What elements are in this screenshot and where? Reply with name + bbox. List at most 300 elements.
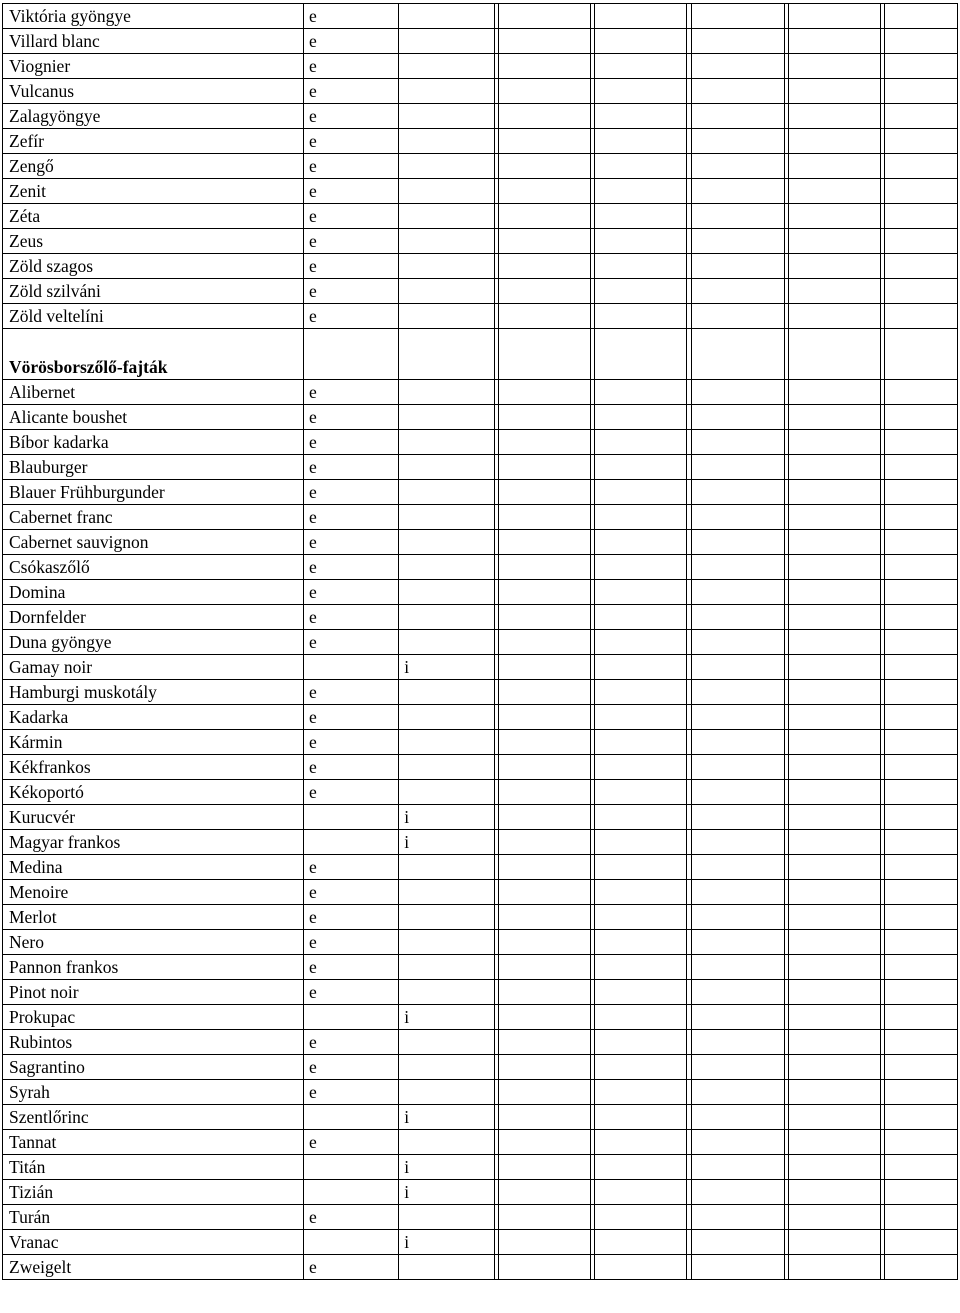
empty-cell (885, 1205, 958, 1230)
empty-cell (691, 655, 784, 680)
category-e-cell: e (304, 580, 399, 605)
empty-cell (885, 555, 958, 580)
empty-cell (885, 1005, 958, 1030)
empty-cell (691, 1205, 784, 1230)
empty-cell (595, 304, 687, 329)
variety-name-cell: Zefír (3, 129, 304, 154)
category-i-cell (399, 730, 494, 755)
category-e-cell: e (304, 530, 399, 555)
table-row (3, 179, 958, 204)
category-i-cell (399, 580, 494, 605)
empty-cell (595, 1180, 687, 1205)
empty-cell (595, 204, 687, 229)
variety-name-cell: Zéta (3, 204, 304, 229)
category-i-cell (399, 980, 494, 1005)
empty-cell (498, 905, 590, 930)
category-e-cell: e (304, 680, 399, 705)
category-e-cell: e (304, 79, 399, 104)
empty-cell (498, 430, 590, 455)
category-i-cell: i (399, 1005, 494, 1030)
empty-cell (885, 505, 958, 530)
category-e-cell: e (304, 555, 399, 580)
empty-cell (789, 1180, 881, 1205)
empty-cell (595, 555, 687, 580)
table-row (3, 1255, 958, 1280)
category-i-cell (399, 605, 494, 630)
empty-cell (595, 730, 687, 755)
empty-cell (595, 1230, 687, 1255)
variety-name-cell: Kadarka (3, 705, 304, 730)
category-e-cell: e (304, 955, 399, 980)
table-row (3, 980, 958, 1005)
empty-cell (885, 29, 958, 54)
empty-cell (789, 154, 881, 179)
empty-cell (789, 555, 881, 580)
variety-name-cell: Zeus (3, 229, 304, 254)
empty-cell (691, 905, 784, 930)
category-i-cell (399, 705, 494, 730)
empty-cell (691, 455, 784, 480)
empty-cell (789, 129, 881, 154)
grape-variety-table (2, 3, 958, 1280)
empty-cell (789, 1130, 881, 1155)
empty-cell (789, 755, 881, 780)
empty-cell (595, 179, 687, 204)
empty-cell (885, 4, 958, 29)
category-e-cell: e (304, 880, 399, 905)
empty-cell (498, 1105, 590, 1130)
table-row (3, 705, 958, 730)
table-row (3, 555, 958, 580)
empty-cell (885, 54, 958, 79)
variety-name-cell: Cabernet sauvignon (3, 530, 304, 555)
empty-cell (498, 980, 590, 1005)
category-e-cell: e (304, 4, 399, 29)
table-row (3, 455, 958, 480)
empty-cell (789, 705, 881, 730)
empty-cell (498, 930, 590, 955)
empty-cell (595, 455, 687, 480)
category-i-cell (399, 1055, 494, 1080)
empty-cell (885, 104, 958, 129)
empty-cell (789, 279, 881, 304)
empty-cell (498, 555, 590, 580)
empty-cell (595, 955, 687, 980)
category-i-cell (399, 129, 494, 154)
empty-cell (691, 930, 784, 955)
table-row (3, 1205, 958, 1230)
empty-cell (789, 29, 881, 54)
variety-name-cell: Rubintos (3, 1030, 304, 1055)
empty-cell (789, 1255, 881, 1280)
category-i-cell (399, 329, 494, 380)
table-row (3, 405, 958, 430)
empty-cell (595, 229, 687, 254)
empty-cell (885, 905, 958, 930)
empty-cell (691, 605, 784, 630)
empty-cell (789, 855, 881, 880)
empty-cell (691, 204, 784, 229)
category-i-cell (399, 630, 494, 655)
empty-cell (885, 780, 958, 805)
empty-cell (498, 630, 590, 655)
variety-name-cell: Medina (3, 855, 304, 880)
table-row (3, 1105, 958, 1130)
empty-cell (595, 329, 687, 380)
category-e-cell: e (304, 154, 399, 179)
category-e-cell: e (304, 129, 399, 154)
variety-name-cell: Zweigelt (3, 1255, 304, 1280)
category-i-cell (399, 104, 494, 129)
empty-cell (498, 955, 590, 980)
variety-name-cell: Tizián (3, 1180, 304, 1205)
table-row (3, 304, 958, 329)
table-row (3, 1130, 958, 1155)
empty-cell (498, 855, 590, 880)
empty-cell (595, 104, 687, 129)
empty-cell (691, 580, 784, 605)
empty-cell (789, 1080, 881, 1105)
empty-cell (498, 279, 590, 304)
empty-cell (498, 1230, 590, 1255)
empty-cell (691, 830, 784, 855)
empty-cell (789, 580, 881, 605)
empty-cell (595, 405, 687, 430)
empty-cell (885, 79, 958, 104)
variety-name-cell: Blauburger (3, 455, 304, 480)
empty-cell (498, 405, 590, 430)
category-i-cell (399, 430, 494, 455)
empty-cell (691, 1030, 784, 1055)
empty-cell (498, 1155, 590, 1180)
empty-cell (595, 1080, 687, 1105)
empty-cell (789, 455, 881, 480)
empty-cell (498, 1205, 590, 1230)
empty-cell (789, 1105, 881, 1130)
empty-cell (595, 630, 687, 655)
empty-cell (498, 179, 590, 204)
empty-cell (691, 229, 784, 254)
category-e-cell (304, 805, 399, 830)
category-i-cell (399, 955, 494, 980)
empty-cell (595, 930, 687, 955)
empty-cell (789, 980, 881, 1005)
empty-cell (885, 1130, 958, 1155)
empty-cell (885, 455, 958, 480)
variety-name-cell: Merlot (3, 905, 304, 930)
table-row (3, 505, 958, 530)
empty-cell (885, 1105, 958, 1130)
category-i-cell: i (399, 805, 494, 830)
category-i-cell (399, 54, 494, 79)
category-e-cell: e (304, 1130, 399, 1155)
empty-cell (691, 29, 784, 54)
variety-name-cell: Kármin (3, 730, 304, 755)
category-i-cell (399, 855, 494, 880)
empty-cell (595, 855, 687, 880)
empty-cell (789, 1005, 881, 1030)
variety-name-cell: Bíbor kadarka (3, 430, 304, 455)
empty-cell (691, 380, 784, 405)
empty-cell (789, 104, 881, 129)
variety-name-cell: Menoire (3, 880, 304, 905)
category-i-cell: i (399, 655, 494, 680)
variety-name-cell: Zenit (3, 179, 304, 204)
empty-cell (498, 1180, 590, 1205)
variety-name-cell: Szentlőrinc (3, 1105, 304, 1130)
category-e-cell: e (304, 505, 399, 530)
empty-cell (885, 830, 958, 855)
category-i-cell: i (399, 830, 494, 855)
category-e-cell: e (304, 179, 399, 204)
empty-cell (885, 204, 958, 229)
category-e-cell: e (304, 480, 399, 505)
empty-cell (498, 1055, 590, 1080)
empty-cell (789, 1205, 881, 1230)
empty-cell (789, 329, 881, 380)
empty-cell (691, 505, 784, 530)
empty-cell (691, 755, 784, 780)
empty-cell (595, 1155, 687, 1180)
category-i-cell (399, 179, 494, 204)
empty-cell (885, 1180, 958, 1205)
empty-cell (595, 1255, 687, 1280)
empty-cell (691, 705, 784, 730)
table-row (3, 830, 958, 855)
variety-name-cell: Duna gyöngye (3, 630, 304, 655)
variety-name-cell: Villard blanc (3, 29, 304, 54)
table-row (3, 730, 958, 755)
empty-cell (595, 79, 687, 104)
empty-cell (595, 830, 687, 855)
empty-cell (595, 54, 687, 79)
empty-cell (691, 279, 784, 304)
empty-cell (691, 1155, 784, 1180)
empty-cell (498, 104, 590, 129)
empty-cell (498, 780, 590, 805)
category-i-cell (399, 680, 494, 705)
category-e-cell: e (304, 1055, 399, 1080)
empty-cell (595, 755, 687, 780)
empty-cell (595, 380, 687, 405)
table-row (3, 1230, 958, 1255)
empty-cell (789, 780, 881, 805)
category-i-cell (399, 530, 494, 555)
section-title: Vörösborszőlő-fajták (3, 329, 304, 380)
category-i-cell (399, 480, 494, 505)
empty-cell (885, 254, 958, 279)
empty-cell (595, 279, 687, 304)
empty-cell (498, 54, 590, 79)
variety-name-cell: Gamay noir (3, 655, 304, 680)
category-e-cell: e (304, 1205, 399, 1230)
category-i-cell (399, 930, 494, 955)
variety-name-cell: Hamburgi muskotály (3, 680, 304, 705)
empty-cell (789, 380, 881, 405)
category-i-cell (399, 780, 494, 805)
variety-name-cell: Viognier (3, 54, 304, 79)
empty-cell (789, 1155, 881, 1180)
table-row (3, 930, 958, 955)
empty-cell (885, 1030, 958, 1055)
empty-cell (691, 680, 784, 705)
empty-cell (691, 430, 784, 455)
empty-cell (789, 204, 881, 229)
variety-name-cell: Kékfrankos (3, 755, 304, 780)
empty-cell (691, 1055, 784, 1080)
table-row (3, 1030, 958, 1055)
empty-cell (885, 855, 958, 880)
empty-cell (789, 405, 881, 430)
table-row (3, 279, 958, 304)
category-e-cell: e (304, 630, 399, 655)
empty-cell (885, 605, 958, 630)
empty-cell (789, 229, 881, 254)
empty-cell (498, 730, 590, 755)
empty-cell (885, 1255, 958, 1280)
empty-cell (595, 1205, 687, 1230)
empty-cell (691, 329, 784, 380)
variety-name-cell: Magyar frankos (3, 830, 304, 855)
table-row (3, 204, 958, 229)
table-row (3, 1080, 958, 1105)
category-e-cell (304, 655, 399, 680)
category-e-cell: e (304, 229, 399, 254)
category-e-cell: e (304, 279, 399, 304)
table-row (3, 655, 958, 680)
empty-cell (691, 405, 784, 430)
category-e-cell: e (304, 1255, 399, 1280)
empty-cell (498, 329, 590, 380)
empty-cell (885, 154, 958, 179)
empty-cell (498, 254, 590, 279)
empty-cell (691, 154, 784, 179)
empty-cell (498, 29, 590, 54)
category-e-cell (304, 830, 399, 855)
empty-cell (498, 680, 590, 705)
empty-cell (691, 304, 784, 329)
empty-cell (691, 4, 784, 29)
category-e-cell (304, 1105, 399, 1130)
table-row (3, 4, 958, 29)
empty-cell (885, 630, 958, 655)
category-e-cell (304, 329, 399, 380)
category-e-cell (304, 1005, 399, 1030)
empty-cell (498, 705, 590, 730)
empty-cell (885, 980, 958, 1005)
table-row (3, 1055, 958, 1080)
category-e-cell: e (304, 405, 399, 430)
category-e-cell: e (304, 104, 399, 129)
empty-cell (498, 830, 590, 855)
empty-cell (595, 580, 687, 605)
category-e-cell: e (304, 705, 399, 730)
category-e-cell: e (304, 855, 399, 880)
empty-cell (595, 430, 687, 455)
empty-cell (789, 1230, 881, 1255)
empty-cell (691, 104, 784, 129)
empty-cell (595, 780, 687, 805)
empty-cell (885, 955, 958, 980)
category-i-cell: i (399, 1155, 494, 1180)
empty-cell (498, 154, 590, 179)
empty-cell (498, 505, 590, 530)
table-row (3, 129, 958, 154)
empty-cell (691, 1230, 784, 1255)
empty-cell (595, 530, 687, 555)
category-i-cell (399, 29, 494, 54)
empty-cell (885, 1230, 958, 1255)
empty-cell (885, 179, 958, 204)
empty-cell (789, 830, 881, 855)
empty-cell (595, 129, 687, 154)
empty-cell (691, 1130, 784, 1155)
empty-cell (498, 1255, 590, 1280)
empty-cell (885, 279, 958, 304)
empty-cell (691, 730, 784, 755)
empty-cell (595, 29, 687, 54)
empty-cell (885, 329, 958, 380)
table-row (3, 29, 958, 54)
empty-cell (789, 304, 881, 329)
category-i-cell (399, 1205, 494, 1230)
empty-cell (789, 655, 881, 680)
table-row (3, 480, 958, 505)
table-row (3, 580, 958, 605)
variety-name-cell: Cabernet franc (3, 505, 304, 530)
empty-cell (498, 605, 590, 630)
variety-name-cell: Domina (3, 580, 304, 605)
category-i-cell (399, 154, 494, 179)
empty-cell (789, 79, 881, 104)
variety-name-cell: Pinot noir (3, 980, 304, 1005)
empty-cell (789, 505, 881, 530)
empty-cell (691, 1105, 784, 1130)
empty-cell (885, 1055, 958, 1080)
variety-name-cell: Zalagyöngye (3, 104, 304, 129)
variety-name-cell: Zöld szilváni (3, 279, 304, 304)
table-row (3, 630, 958, 655)
empty-cell (691, 79, 784, 104)
empty-cell (498, 1030, 590, 1055)
category-i-cell (399, 380, 494, 405)
category-e-cell: e (304, 605, 399, 630)
category-i-cell (399, 79, 494, 104)
variety-name-cell: Zöld veltelíni (3, 304, 304, 329)
empty-cell (885, 405, 958, 430)
variety-name-cell: Csókaszőlő (3, 555, 304, 580)
empty-cell (789, 480, 881, 505)
variety-name-cell: Blauer Frühburgunder (3, 480, 304, 505)
empty-cell (498, 380, 590, 405)
table-row (3, 154, 958, 179)
variety-name-cell: Titán (3, 1155, 304, 1180)
empty-cell (498, 204, 590, 229)
table-row (3, 229, 958, 254)
category-i-cell (399, 455, 494, 480)
empty-cell (595, 980, 687, 1005)
category-e-cell: e (304, 905, 399, 930)
table-row (3, 79, 958, 104)
category-e-cell: e (304, 29, 399, 54)
empty-cell (885, 530, 958, 555)
variety-name-cell: Viktória gyöngye (3, 4, 304, 29)
empty-cell (789, 54, 881, 79)
category-e-cell: e (304, 430, 399, 455)
empty-cell (885, 705, 958, 730)
table-row (3, 54, 958, 79)
variety-name-cell: Sagrantino (3, 1055, 304, 1080)
